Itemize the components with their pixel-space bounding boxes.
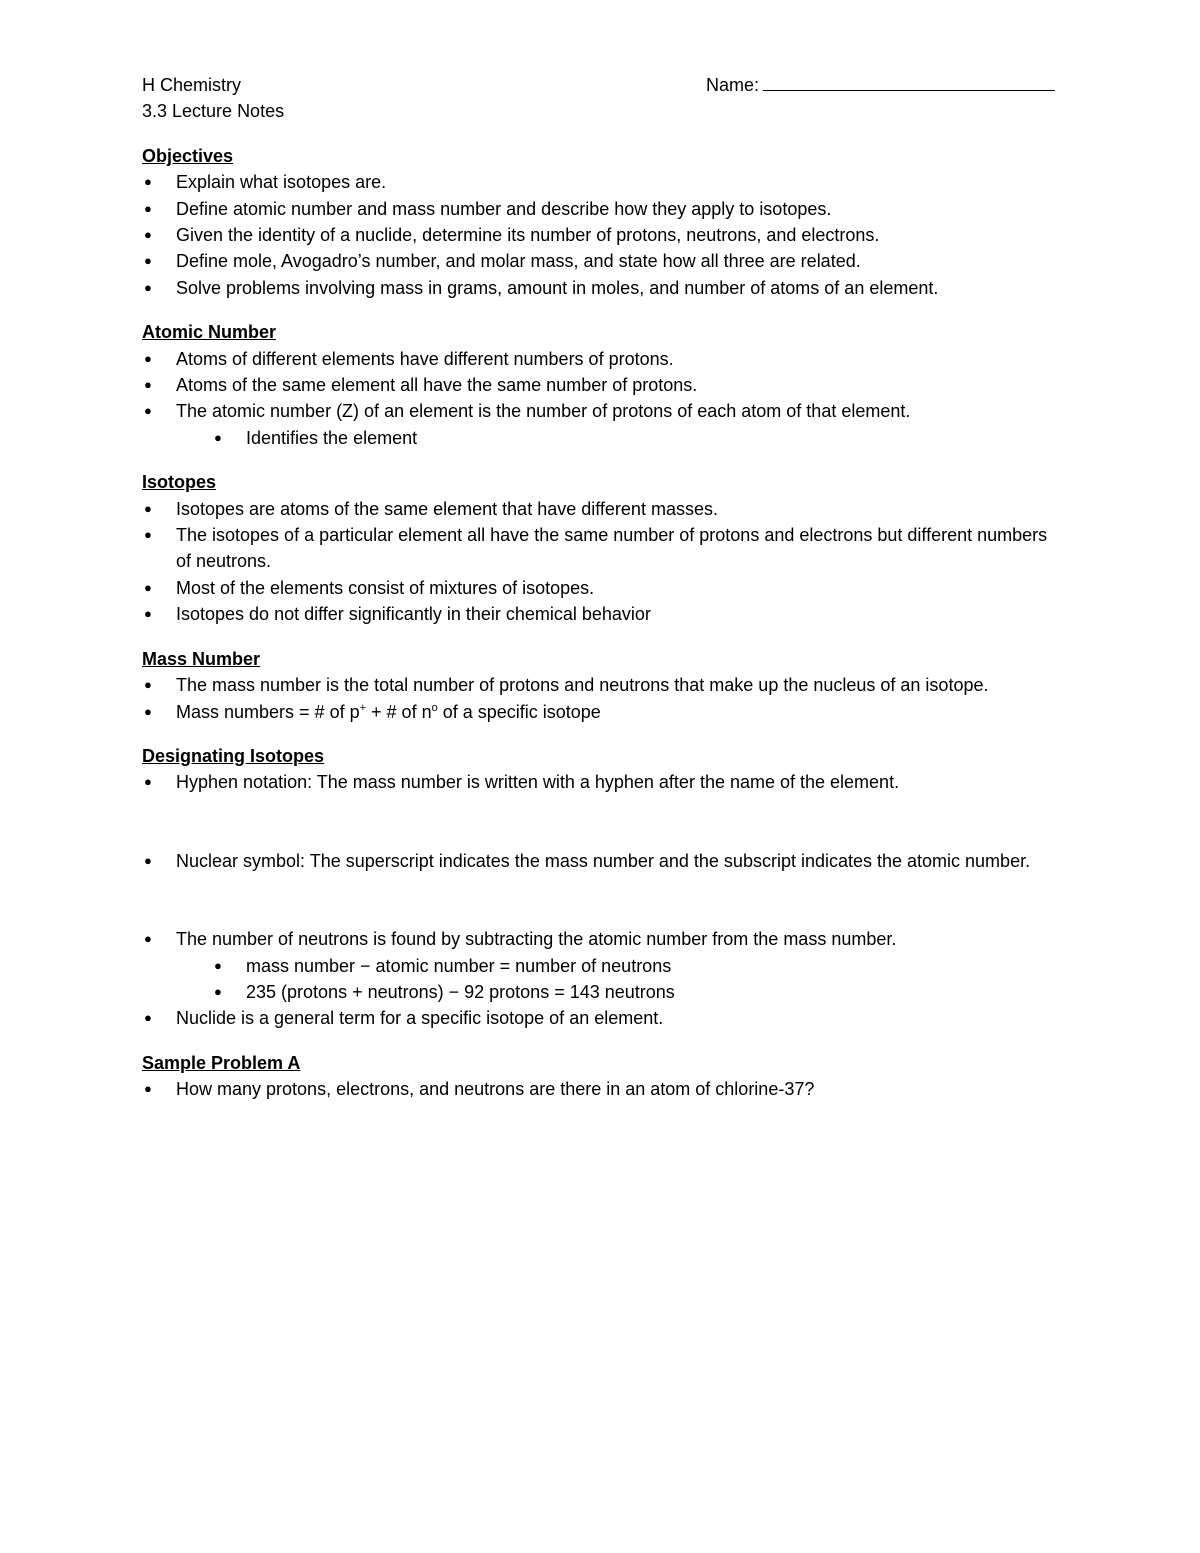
bullet-icon: ● bbox=[144, 1010, 152, 1026]
bullet-icon: ● bbox=[144, 174, 152, 190]
list-item: ● Given the identity of a nuclide, determine its number of protons, neutrons, and electrons. bbox=[142, 222, 1062, 248]
bullet-icon: ● bbox=[144, 253, 152, 269]
bullet-icon: ● bbox=[144, 852, 152, 868]
sample-problem-section bbox=[142, 1050, 1062, 1103]
sample-problem-title: Sample Problem A bbox=[142, 1052, 301, 1073]
list-item: ● Isotopes are atoms of the same element that have different masses. bbox=[142, 496, 1062, 522]
mass-number-list bbox=[142, 672, 1062, 725]
list-item: ● The number of neutrons is found by subtracting the atomic number from the mass number. bbox=[142, 926, 1062, 952]
bullet-icon: ● bbox=[214, 983, 222, 999]
designating-isotopes-section bbox=[142, 743, 1062, 1032]
list-item: ● Atoms of the same element all have the same number of protons. bbox=[142, 372, 1062, 398]
bullet-icon: ● bbox=[144, 677, 152, 693]
atomic-number-title: Atomic Number bbox=[142, 322, 277, 343]
isotopes-section bbox=[142, 469, 1062, 627]
sub-list-item: ● Identifies the element bbox=[142, 425, 1062, 451]
name-label: Name: bbox=[706, 75, 760, 95]
list-item: ● The isotopes of a particular element all have the same number of protons and electrons but different numbers of neutrons. bbox=[142, 522, 1062, 575]
bullet-icon: ● bbox=[214, 957, 222, 973]
bullet-icon: ● bbox=[144, 377, 152, 393]
list-item: ● Hyphen notation: The mass number is written with a hyphen after the name of the element. bbox=[142, 769, 1062, 795]
objectives-title: Objectives bbox=[142, 145, 234, 166]
mass-number-formula: ● Mass numbers = # of p+ + # of $n^o$ of a specific isotope bbox=[142, 699, 1062, 725]
list-item: ● Isotopes do not differ significantly in their chemical behavior bbox=[142, 601, 1062, 627]
document-content bbox=[142, 72, 1062, 1103]
mass-number-title: Mass Number bbox=[142, 648, 261, 669]
list-item: ● Define mole, Avogadro’s number, and molar mass, and state how all three are related. bbox=[142, 248, 1062, 274]
name-blank-line bbox=[763, 72, 1055, 91]
bullet-icon: ● bbox=[144, 931, 152, 947]
list-item: ● Most of the elements consist of mixtures of isotopes. bbox=[142, 575, 1062, 601]
list-item: ● Define atomic number and mass number and describe how they apply to isotopes. bbox=[142, 196, 1062, 222]
bullet-icon: ● bbox=[144, 606, 152, 622]
bullet-icon: ● bbox=[144, 200, 152, 216]
bullet-icon: ● bbox=[144, 527, 152, 543]
bullet-icon: ● bbox=[214, 429, 222, 445]
mass-number-section bbox=[142, 646, 1062, 725]
list-item: ● The mass number is the total number of protons and neutrons that make up the nucleus of an isotope. bbox=[142, 672, 1062, 698]
bullet-icon: ● bbox=[144, 350, 152, 366]
list-item: ● Atoms of different elements have different numbers of protons. bbox=[142, 346, 1062, 372]
bullet-icon: ● bbox=[144, 500, 152, 516]
objectives-list bbox=[142, 169, 1062, 301]
bullet-icon: ● bbox=[144, 403, 152, 419]
sub-list-item: ● 235 (protons + neutrons) − 92 protons = 143 neutrons bbox=[142, 979, 1062, 1005]
designating-isotopes-title: Designating Isotopes bbox=[142, 745, 325, 766]
objectives-section bbox=[142, 143, 1062, 301]
bullet-icon: ● bbox=[144, 1081, 152, 1097]
list-item: ● Explain what isotopes are. bbox=[142, 169, 1062, 195]
list-item: ● The atomic number (Z) of an element is the number of protons of each atom of that element. bbox=[142, 398, 1062, 424]
bullet-icon: ● bbox=[144, 774, 152, 790]
sub-list-item: ● mass number − atomic number = number of neutrons bbox=[142, 953, 1062, 979]
name-field bbox=[706, 72, 1055, 98]
header-row bbox=[142, 72, 1062, 98]
designating-isotopes-list bbox=[142, 769, 1062, 1031]
bullet-icon: ● bbox=[144, 227, 152, 243]
lecture-subtitle: 3.3 Lecture Notes bbox=[142, 101, 285, 122]
isotopes-title: Isotopes bbox=[142, 472, 217, 493]
list-item: ● Nuclear symbol: The superscript indicates the mass number and the subscript indicates the atomic number. bbox=[142, 848, 1062, 874]
sample-problem-list bbox=[142, 1076, 1062, 1102]
atomic-number-section bbox=[142, 319, 1062, 451]
list-item: ● Nuclide is a general term for a specific isotope of an element. bbox=[142, 1005, 1062, 1031]
list-item: ● Solve problems involving mass in grams, amount in moles, and number of atoms of an element. bbox=[142, 275, 1062, 301]
bullet-icon: ● bbox=[144, 579, 152, 595]
course-title: H Chemistry bbox=[142, 75, 242, 95]
bullet-icon: ● bbox=[144, 279, 152, 295]
bullet-icon: ● bbox=[144, 703, 152, 719]
list-item: ● How many protons, electrons, and neutrons are there in an atom of chlorine-37? bbox=[142, 1076, 1062, 1102]
isotopes-list bbox=[142, 496, 1062, 628]
atomic-number-list bbox=[142, 346, 1062, 452]
